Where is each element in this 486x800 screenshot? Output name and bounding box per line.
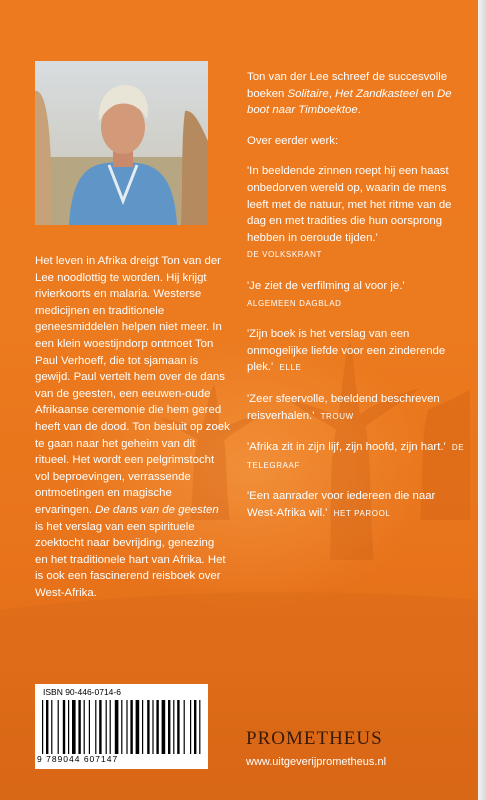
barcode-bar [110, 700, 111, 754]
barcode-bar [78, 700, 80, 754]
praise-column [247, 69, 467, 536]
barcode-bar [72, 700, 76, 754]
quote-source: ALGEMEEN DAGBLAD [247, 298, 342, 308]
barcode-bar [42, 700, 43, 754]
quote [247, 278, 467, 312]
barcode-bar [121, 700, 122, 754]
barcode-bar [162, 700, 166, 754]
barcode-bar [130, 700, 132, 754]
barcode-bar [99, 700, 101, 754]
intro-end: . [357, 104, 361, 117]
quote-text: 'Zijn boek is het verslag van een onmogelijke liefde voor een zinderende plek.' [247, 328, 446, 374]
barcode-bar [84, 700, 85, 754]
publisher-logo: PROMETHEUS [246, 728, 383, 749]
barcode-bar [147, 700, 149, 754]
barcode-bar [152, 700, 153, 754]
publisher-website: www.uitgeverijprometheus.nl [246, 756, 387, 768]
book-timboektoe: De boot naar Timboektoe [247, 87, 452, 117]
quote [247, 326, 467, 377]
blurb [35, 253, 230, 601]
quote-source: ELLE [279, 363, 302, 373]
barcode-box [35, 684, 208, 769]
book-zandkasteel: Het Zandkasteel [335, 87, 418, 100]
barcode-bar [63, 700, 65, 754]
barcode-bar [95, 700, 96, 754]
author-intro [247, 69, 467, 119]
book-solitaire: Solitaire [287, 87, 329, 100]
quote-source: TROUW [320, 411, 354, 421]
quote-text: 'Afrika zit in zijn lijf, zijn hoofd, zijn hart.' [247, 441, 446, 454]
quote [247, 391, 467, 425]
barcode-bar [173, 700, 174, 754]
barcode-bar [168, 700, 170, 754]
quote-source: HET PAROOL [333, 508, 391, 518]
barcode-bar [184, 700, 185, 754]
quote [247, 439, 467, 474]
barcode-bar [51, 700, 52, 754]
barcode-bar [46, 700, 48, 754]
quote [247, 488, 467, 522]
book-title: De dans van de geesten [95, 503, 219, 516]
ean-number: 9 789044 607147 [37, 754, 119, 764]
barcode-bar [190, 700, 191, 754]
quote [247, 163, 467, 264]
barcode-icon [40, 700, 203, 754]
earlier-work-heading: Over eerder werk: [247, 134, 339, 147]
barcode-bar [194, 700, 196, 754]
blurb-body-2: is het verslag van een spirituele zoektocht naar bevrijding, genezing en het traditionele hart van Afrika. Het is ook een fascinerend reisboek over West-Afrika. [35, 520, 226, 599]
quote-text: 'Zeer sfeervolle, beeldend beschreven reisverhalen.' [247, 392, 440, 422]
author-photo [35, 61, 208, 225]
page-edge [478, 0, 486, 800]
barcode-bar [89, 700, 90, 754]
quote-text: 'In beeldende zinnen roept hij een haast onbedorven wereld op, waarin de mens leeft met de natuur, met het ritme van de dag en met tradities die hun oorsprong hebben in oeroude tijden.' [247, 165, 452, 244]
barcode-bar [142, 700, 143, 754]
quote-source: DE VOLKSKRANT [247, 250, 322, 260]
barcode-bar [136, 700, 140, 754]
blurb-body: Het leven in Afrika dreigt Ton van der Lee noodlottig te worden. Hij krijgt rivierkoorts en malaria. Westerse medicijnen en traditionele geneesmiddelen helpen niet meer. In een klein woestijndorp ontmoet Ton Paul Verhoeff, die tot sjamaan is gewijd. Paul vertelt hem over de dans van de geesten, een eeuwen-oude Afrikaanse ceremonie die hem gered heeft van de dood. Ton besluit op zoek te gaan naar het geheim van dit ritueel. Het wordt een pelgrimstocht vol beproevingen, verrassende ontmoetingen en magische ervaringen. [35, 255, 230, 516]
barcode-bar [115, 700, 119, 754]
barcode-bar [106, 700, 107, 754]
quote-text: 'Je ziet de verfilming al voor je.' [247, 279, 405, 292]
quote-text: 'Een aanrader voor iedereen die naar West-Afrika wil.' [247, 490, 436, 519]
quote-source: DE TELEGRAAF [247, 443, 465, 470]
barcode-bar [199, 700, 200, 754]
barcode-bar [177, 700, 179, 754]
barcode-bar [68, 700, 69, 754]
intro-text: Ton van der Lee schreef de succesvolle boeken [247, 71, 448, 100]
barcode-bar [156, 700, 158, 754]
intro-sep: , [328, 87, 336, 100]
barcode-bar [126, 700, 127, 754]
isbn-label: ISBN 90-446-0714-6 [43, 687, 121, 697]
intro-sep: en [418, 87, 437, 100]
barcode-bar [58, 700, 59, 754]
